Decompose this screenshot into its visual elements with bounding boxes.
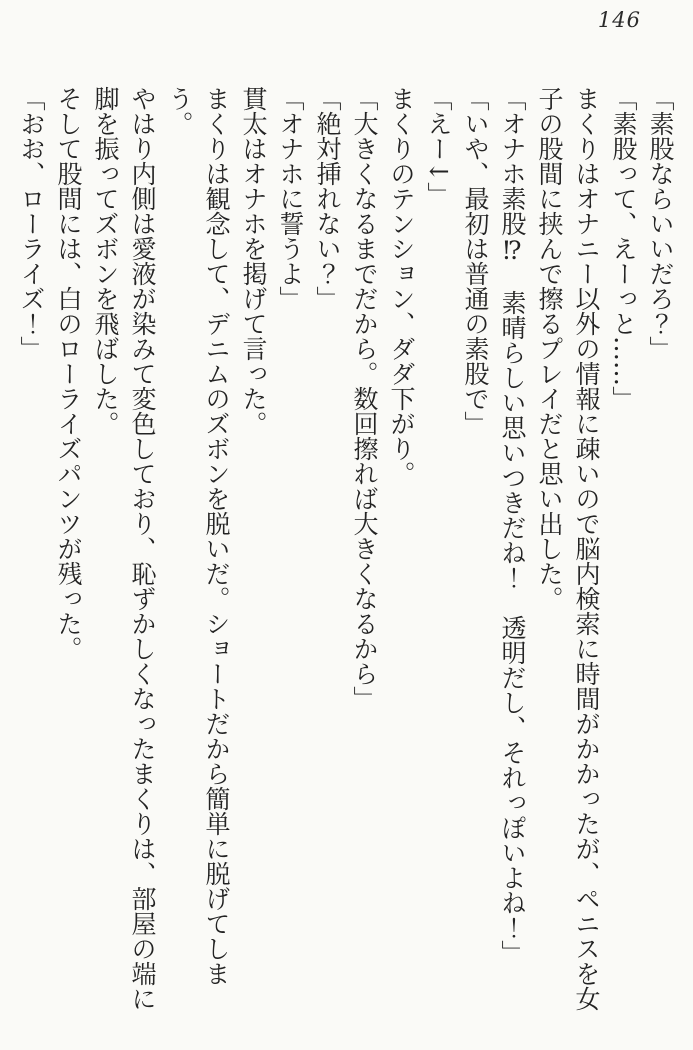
dialogue-line: 「オナホ素股⁉ 素晴らしい思いつきだね！ 透明だし、それっぽいよね！」 [498, 86, 527, 965]
dialogue-line: 「えー↓」 [424, 86, 453, 207]
narration-paragraph: まくりはオナニー以外の情報に疎いので脳内検索に時間がかかったが、ペニスを女子の股間に挟んで擦るプレイだと思い出した。 [535, 86, 601, 1011]
narration-paragraph: まくりは観念して、デニムのズボンを脱いだ。ショートだから簡単に脱げてしまう。 [165, 86, 231, 986]
dialogue-line: 「絶対挿れない？」 [313, 86, 342, 311]
narration-paragraph: 貫太はオナホを掲げて言った。 [239, 86, 268, 436]
dialogue-line: 「素股って、えーっと……」 [609, 86, 638, 411]
dialogue-line: 「おお、ローライズ！」 [17, 86, 46, 361]
narration-paragraph: まくりのテンション、ダダ下がり。 [387, 86, 416, 486]
dialogue-line: 「オナホに誓うよ」 [276, 86, 305, 311]
vertical-text-area [13, 86, 679, 1024]
dialogue-line: 「素股ならいいだろ？」 [646, 86, 675, 361]
dialogue-line: 「大きくなるまでだから。数回擦れば大きくなるから」 [350, 86, 379, 711]
narration-paragraph: そして股間には、白のローライズパンツが残った。 [54, 86, 83, 661]
page-number: 146 [597, 8, 641, 32]
narration-paragraph: やはり内側は愛液が染みて変色しており、恥ずかしくなったまくりは、部屋の端に脚を振ってズボンを飛ばした。 [91, 86, 157, 1011]
dialogue-line: 「いや、最初は普通の素股で」 [461, 86, 490, 436]
